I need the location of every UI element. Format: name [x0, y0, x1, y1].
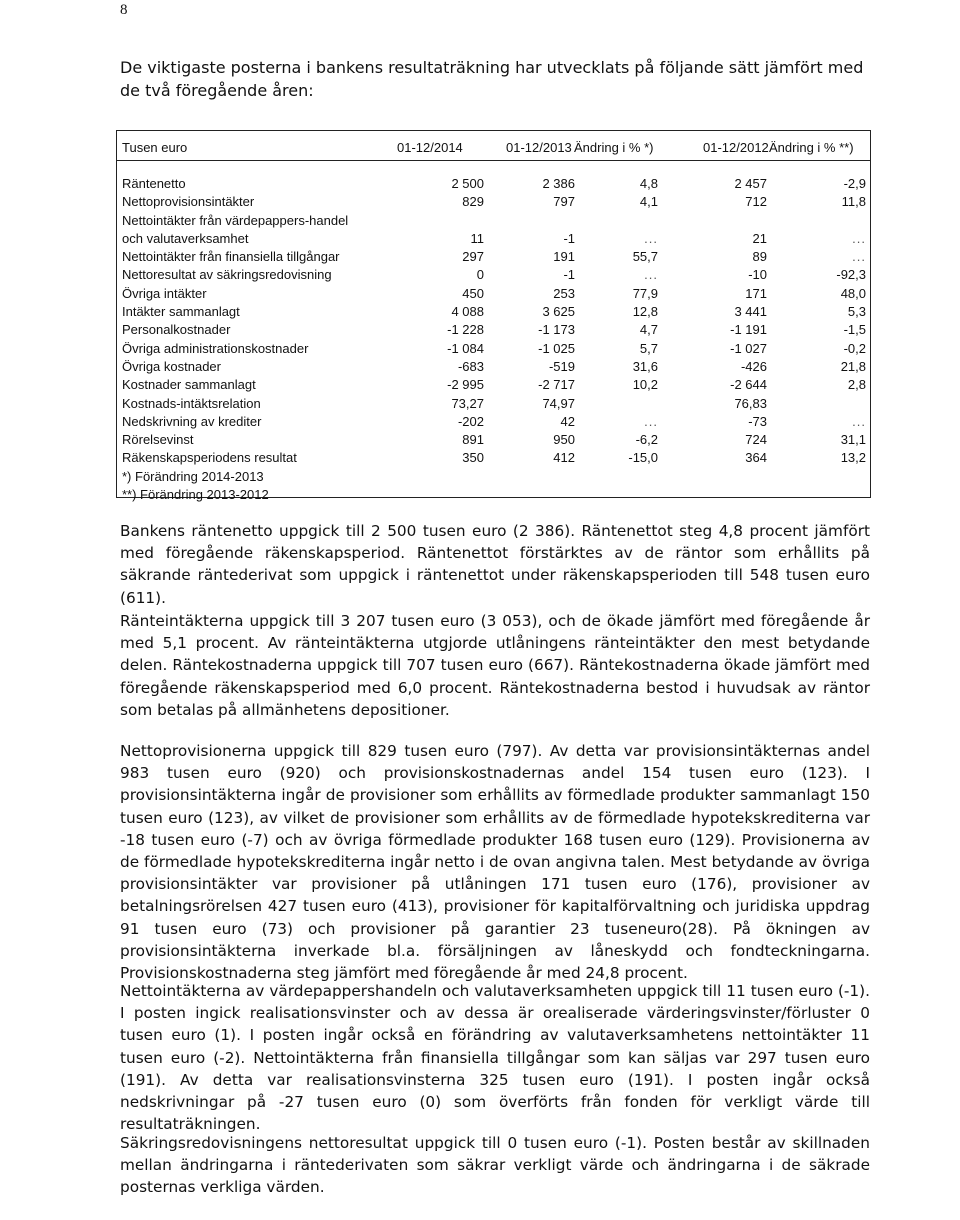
header-change-2: Ändring i % **) [769, 140, 854, 155]
header-2013: 01-12/2013 [506, 140, 572, 155]
page-number: 8 [120, 2, 128, 18]
value-2013: -1 173 [538, 322, 575, 338]
value-2013: -1 [563, 230, 575, 246]
table-row [117, 358, 870, 376]
value-2012: -2 644 [730, 377, 767, 393]
value-2013: -1 [563, 267, 575, 283]
value-2013: 42 [560, 413, 575, 429]
value-2013: -1 025 [538, 340, 575, 356]
table-row [117, 468, 870, 486]
value-2013: 2 386 [542, 176, 575, 191]
row-label: Övriga intäkter [122, 285, 207, 301]
change-2014-2013: 12,8 [632, 304, 658, 320]
value-2014: -1 084 [447, 340, 484, 356]
value-2012: -10 [748, 267, 767, 283]
value-2013: 74,97 [542, 395, 575, 411]
table-row [117, 193, 870, 211]
row-label: Nettointäkter från värdepappers-handel [122, 212, 349, 228]
change-2014-2013: ... [644, 267, 658, 283]
row-label: *) Förändring 2014-2013 [122, 468, 264, 484]
paragraph-rantenetto: Bankens räntenetto uppgick till 2 500 tusen euro (2 386). Räntenettot steg 4,8 procent jämfört med föregående räkenskapsperiod. Räntenettot förstärktes av de räntor som erhållits på säkrande räntederivat som uppgick i räntenettot under räkenskapsperioden till 548 tusen euro (611). [120, 522, 870, 607]
row-label: Kostnads-intäktsrelation [122, 395, 261, 411]
row-label: och valutaverksamhet [122, 230, 249, 246]
value-2012: 724 [745, 432, 767, 448]
paragraph-nettoprovisioner: Nettoprovisionerna uppgick till 829 tusen euro (797). Av detta var provisionsintäkternas andel 983 tusen euro (920) och provisionskostnadernas andel 154 tusen euro (123). I provisionsintäkterna ingår de provisioner som erhållits av förmedlade produkter sammanlagt 150 tusen euro (123), av vilket de provisioner som erhållits av de förmedlade hypotekskrediterna var -18 tusen euro (-7) och av övriga förmedlade produkter 168 tusen euro (129). Provisionerna av de förmedlade hypotekskrediterna ingår netto i de ovan angivna talen. Mest betydande av övriga provisionsintäkter var provisioner på utlåningen 171 tusen euro (176), provisioner av betalningsrörelsen 427 tusen euro (413), provisioner för kapitalförvaltning och juridiska uppdrag 91 tusen euro (73) och provisioner på garantier 23 tuseneuro(28). På ökningen av provisionsintäkterna inverkade bl.a. försäljningen av låneskydd och fondteckningarna. Provisionskostnaderna steg jämfört med föregående år med 24,8 procent. [120, 742, 870, 983]
change-2013-2012: 2,8 [847, 377, 866, 393]
table-row [117, 395, 870, 413]
table-row [117, 376, 870, 394]
table-row [117, 486, 870, 504]
row-label: Räntenetto [122, 176, 186, 191]
table-row [117, 285, 870, 303]
value-2012: 21 [752, 230, 767, 246]
value-2013: -519 [548, 358, 575, 374]
change-2013-2012: 5,3 [847, 304, 866, 320]
table-row [117, 431, 870, 449]
table-row [117, 340, 870, 358]
value-2014: 4 088 [451, 304, 484, 320]
change-2013-2012: -0,2 [843, 340, 866, 356]
table-row [117, 449, 870, 467]
value-2014: -1 228 [447, 322, 484, 338]
value-2014: 73,27 [451, 395, 484, 411]
value-2014: -202 [457, 413, 484, 429]
value-2012: -1 191 [730, 322, 767, 338]
paragraph-vardepappershandel: Nettointäkterna av värdepappershandeln och valutaverksamheten uppgick till 11 tusen euro (-1). I posten ingick realisationsvinster och av dessa är orealiserade värderingsvinster/förluster 0 tusen euro (1). I posten ingår också en förändring av valutaverksamhetens nettointäkter 11 tusen euro (-2). Nettointäkterna från finansiella tillgångar som kan säljas var 297 tusen euro (191). Av detta var realisationsvinsterna 325 tusen euro (191). I posten ingår också nedskrivningar på -27 tusen euro (0) som överförts från fonden för verkligt värde till resultaträkningen. [120, 982, 870, 1134]
value-2014: 829 [462, 194, 484, 210]
change-2013-2012: -92,3 [836, 267, 866, 283]
row-label: Övriga administrationskostnader [122, 340, 309, 356]
value-2013: 797 [553, 194, 575, 210]
header-label: Tusen euro [122, 140, 188, 155]
change-2014-2013: 10,2 [632, 377, 658, 393]
change-2014-2013: 55,7 [632, 249, 658, 265]
change-2013-2012: 21,8 [840, 358, 866, 374]
intro-paragraph: De viktigaste posterna i bankens resultaträkning har utvecklats på följande sätt jämfört med de två föregående åren: [120, 58, 864, 100]
value-2014: 11 [470, 230, 484, 246]
table-row [117, 230, 870, 248]
change-2014-2013: 4,7 [639, 322, 658, 338]
row-label: Nettoresultat av säkringsredovisning [122, 267, 332, 283]
value-2012: -1 027 [730, 340, 767, 356]
value-2014: -2 995 [447, 377, 484, 393]
change-2013-2012: -1,5 [843, 322, 866, 338]
row-label: Kostnader sammanlagt [122, 377, 256, 393]
row-label: Personalkostnader [122, 322, 231, 338]
value-2013: 950 [553, 432, 575, 448]
value-2014: 2 500 [451, 176, 484, 191]
table-row [117, 175, 870, 193]
change-2014-2013: ... [644, 413, 658, 429]
change-2014-2013: -15,0 [628, 450, 658, 466]
value-2014: 0 [476, 267, 484, 283]
table-row [117, 212, 870, 230]
value-2012: 364 [745, 450, 767, 466]
value-2012: 89 [752, 249, 767, 265]
table-row [117, 321, 870, 339]
table-row [117, 266, 870, 284]
value-2014: 450 [462, 285, 484, 301]
table-row [117, 303, 870, 321]
change-2013-2012: 11,8 [841, 194, 866, 210]
header-divider [117, 160, 870, 161]
row-label: Nettointäkter från finansiella tillgångar [122, 249, 340, 265]
paragraph-sakringsredovisning: Säkringsredovisningens nettoresultat uppgick till 0 tusen euro (-1). Posten består av skillnaden mellan ändringarna i räntederivaten som säkrar verkligt värde och ändringarna i de säkrade posternas verkliga värden. [120, 1134, 870, 1197]
row-label: Räkenskapsperiodens resultat [122, 450, 297, 466]
change-2013-2012: 13,2 [840, 450, 866, 466]
change-2014-2013: -6,2 [635, 432, 658, 448]
change-2013-2012: ... [852, 413, 866, 429]
change-2014-2013: 5,7 [639, 340, 658, 356]
value-2012: -73 [748, 413, 767, 429]
change-2014-2013: ... [644, 230, 658, 246]
change-2014-2013: 4,8 [639, 176, 658, 191]
value-2012: 171 [745, 285, 767, 301]
value-2014: 350 [462, 450, 484, 466]
table-row [117, 413, 870, 431]
change-2013-2012: 48,0 [840, 285, 866, 301]
paragraph-ranteintakter: Ränteintäkterna uppgick till 3 207 tusen euro (3 053), och de ökade jämfört med föregående år med 5,1 procent. Av ränteintäkterna utgjorde utlåningens ränteintäkter den mest betydande delen. Räntekostnaderna uppgick till 707 tusen euro (667). Räntekostnaderna ökade jämfört med föregående räkenskapsperiod med 6,0 procent. Räntekostnaderna bestod i huvudsak av räntor som betalas på allmänhetens depositioner. [120, 612, 870, 719]
value-2012: -426 [740, 358, 767, 374]
change-2013-2012: ... [852, 230, 866, 246]
row-label: Nedskrivning av krediter [122, 413, 262, 429]
value-2013: 253 [553, 285, 575, 301]
income-statement-table [116, 130, 871, 503]
change-2013-2012: -2,9 [843, 176, 866, 191]
value-2014: 891 [462, 432, 484, 448]
change-2014-2013: 31,6 [632, 358, 658, 374]
value-2012: 3 441 [734, 304, 767, 320]
value-2013: 412 [553, 450, 575, 466]
row-label: Nettoprovisionsintäkter [122, 194, 255, 210]
value-2012: 76,83 [734, 395, 767, 411]
change-2014-2013: 4,1 [639, 194, 658, 210]
row-label: Intäkter sammanlagt [122, 304, 240, 320]
value-2014: 297 [462, 249, 484, 265]
change-2013-2012: ... [852, 249, 866, 265]
value-2013: -2 717 [538, 377, 575, 393]
row-label: Övriga kostnader [122, 358, 221, 374]
change-2014-2013: 77,9 [632, 285, 658, 301]
header-change-1: Ändring i % *) [574, 140, 654, 155]
table-row [117, 248, 870, 266]
value-2013: 3 625 [542, 304, 575, 320]
value-2012: 2 457 [734, 176, 767, 191]
table-body [117, 175, 870, 504]
header-2012: 01-12/2012 [703, 140, 769, 155]
value-2014: -683 [457, 358, 484, 374]
value-2013: 191 [553, 249, 575, 265]
row-label: **) Förändring 2013-2012 [122, 487, 269, 503]
value-2012: 712 [745, 194, 767, 210]
change-2013-2012: 31,1 [840, 432, 866, 448]
header-2014: 01-12/2014 [397, 140, 463, 155]
table-header [117, 140, 870, 158]
row-label: Rörelsevinst [122, 432, 194, 448]
